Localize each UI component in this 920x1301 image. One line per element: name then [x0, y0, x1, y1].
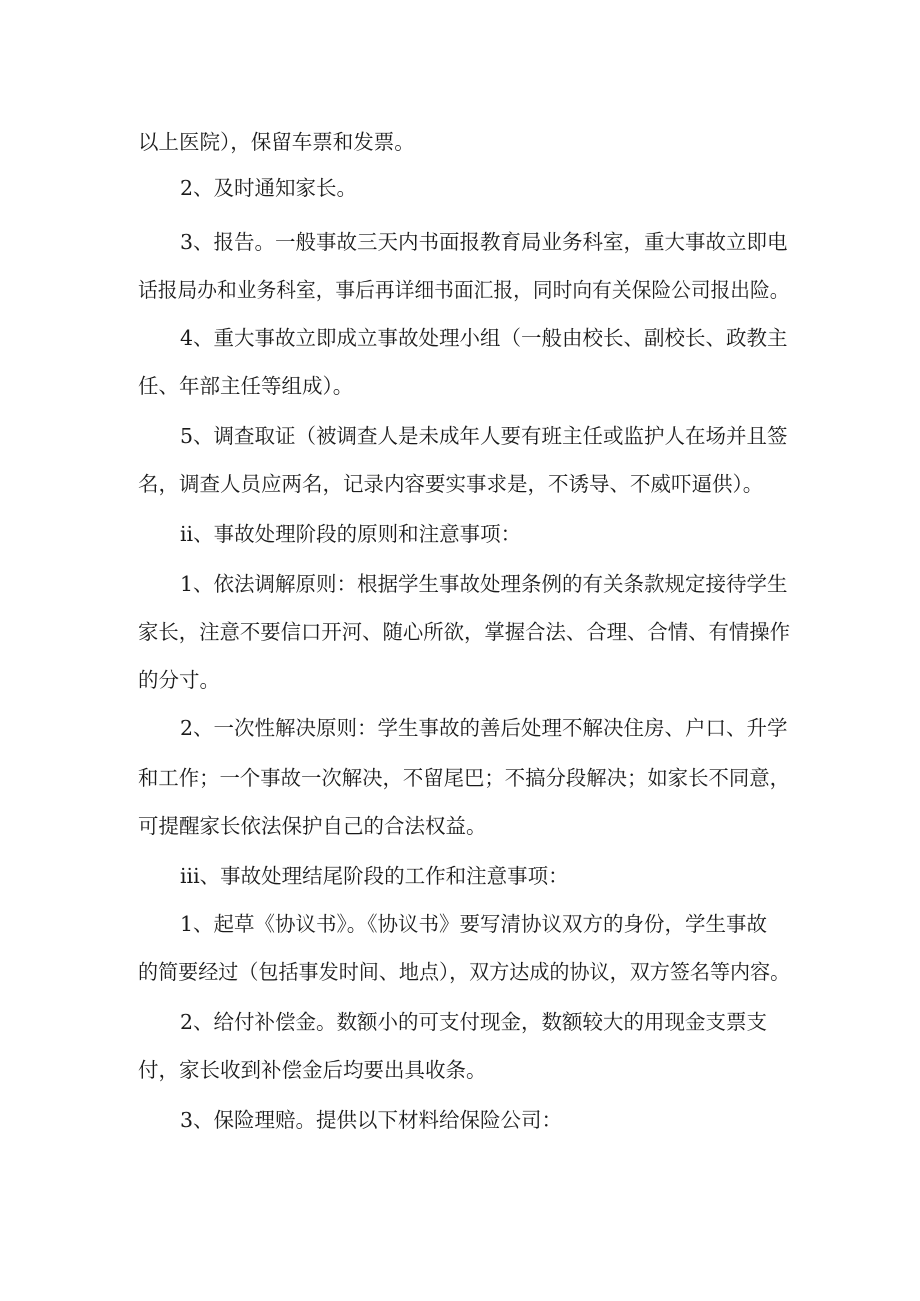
text-line: 可提醒家长依法保护自己的合法权益。 — [138, 814, 487, 838]
text-line: iii、事故处理结尾阶段的工作和注意事项： — [180, 864, 569, 888]
text-line: ii、事故处理阶段的原则和注意事项： — [180, 522, 522, 546]
text-line: 任、年部主任等组成）。 — [138, 374, 354, 398]
text-line: 的简要经过（包括事发时间、地点），双方达成的协议，双方签名等内容。 — [138, 960, 791, 984]
text-line: 家长，注意不要信口开河、随心所欲，掌握合法、合理、合情、有情操作 — [138, 620, 790, 644]
text-line: 2、给付补偿金。数额小的可支付现金，数额较大的用现金支票支 — [180, 1010, 768, 1034]
text-line: 4、重大事故立即成立事故处理小组（一般由校长、副校长、政教主 — [180, 326, 788, 350]
text-line: 付，家长收到补偿金后均要出具收条。 — [138, 1058, 487, 1082]
text-line: 的分寸。 — [138, 668, 220, 692]
text-line: 名，调查人员应两名，记录内容要实事求是，不诱导、不威吓逼供）。 — [138, 472, 764, 496]
text-line: 5、调查取证（被调查人是未成年人要有班主任或监护人在场并且签 — [180, 424, 788, 448]
text-line: 3、报告。一般事故三天内书面报教育局业务科室，重大事故立即电 — [180, 230, 788, 254]
text-line: 3、保险理赔。提供以下材料给保险公司： — [180, 1108, 563, 1132]
text-line: 1、起草《协议书》。《协议书》要写清协议双方的身份，学生事故 — [180, 912, 768, 936]
text-line: 话报局办和业务科室，事后再详细书面汇报，同时向有关保险公司报出险。 — [138, 278, 790, 302]
text-line: 和工作；一个事故一次解决，不留尾巴；不搞分段解决；如家长不同意， — [138, 766, 790, 790]
text-line: 1、依法调解原则：根据学生事故处理条例的有关条款规定接待学生 — [180, 572, 788, 596]
text-line: 2、一次性解决原则：学生事故的善后处理不解决住房、户口、升学 — [180, 716, 788, 740]
text-line: 以上医院），保留车票和发票。 — [138, 130, 415, 154]
text-line: 2、及时通知家长。 — [180, 176, 358, 200]
